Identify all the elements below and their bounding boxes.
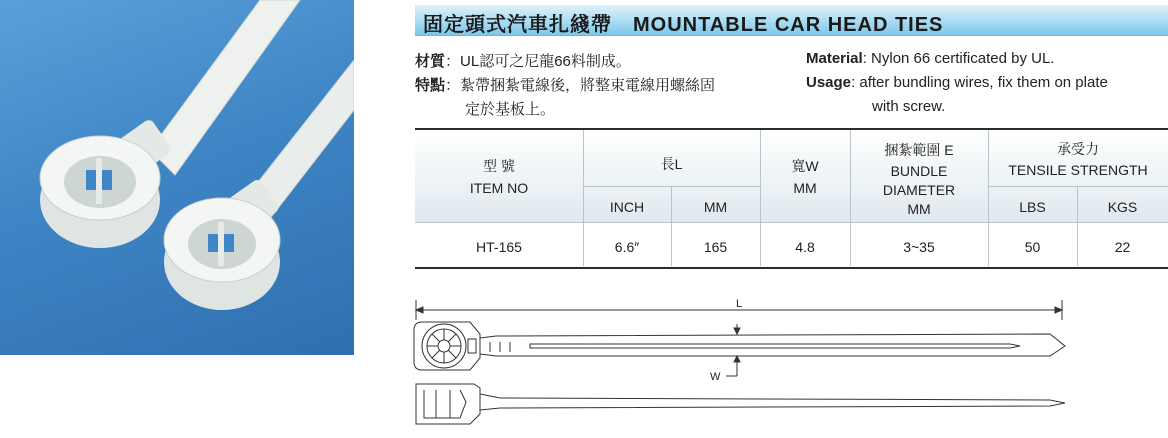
col-bundle-mm: MM [907,201,931,217]
col-bundle-cn: 捆紮範圍 E [884,142,954,158]
page-title: 固定頭式汽車扎綫帶 MOUNTABLE CAR HEAD TIES [423,14,944,36]
col-width-mm: MM [793,180,817,196]
cell-inch: 6.6″ [614,239,640,255]
usage-cn-text-1: 紮帶捆紮電線後，將整束電線用螺絲固 [460,77,716,94]
col-item-en: ITEM NO [469,180,529,196]
length-label: L [736,298,743,310]
divider [988,186,1168,187]
col-item-cn: 型 號 [483,158,515,174]
usage-en [806,74,1108,91]
title-bar [415,5,1168,36]
material-cn-label: 材質 [415,53,446,70]
col-tensile-en: TENSILE STRENGTH [1008,162,1148,178]
material-cn-text: UL認可之尼龍66料制成。 [460,53,631,70]
col-bundle-en1: BUNDLE [890,163,948,179]
cell-bundle: 3~35 [903,239,935,255]
width-label: W [710,371,721,383]
technical-drawing [410,290,1168,433]
col-width-cn: 寬W [791,158,819,174]
cell-item: HT-165 [476,239,522,255]
usage-cn-line2: 定於基板上。 [465,101,556,118]
usage-en-line2: with screw. [872,98,946,115]
usage-cn [415,74,715,95]
material-cn [415,50,631,71]
cell-kgs: 22 [1114,239,1131,255]
col-kgs: KGS [1107,199,1138,215]
cell-lbs: 50 [1024,239,1041,255]
material-en [806,50,1054,67]
spec-table [415,128,1168,268]
material-en-text: : Nylon 66 certificated by UL. [862,50,1055,67]
usage-en-text-1: : after bundling wires, fix them on plate [851,74,1108,91]
col-lbs: LBS [1019,199,1046,215]
usage-cn-label: 特點 [415,77,446,94]
divider [583,186,760,187]
col-mm: MM [703,199,728,215]
col-tensile-cn: 承受力 [1057,141,1099,157]
material-en-label: Material [806,50,863,67]
usage-cn-colon: ： [445,77,461,94]
cell-mm: 165 [703,239,728,255]
col-bundle-en2: DIAMETER [882,182,956,198]
col-inch: INCH [609,199,645,215]
material-cn-colon: ： [445,53,461,70]
cell-width: 4.8 [795,239,815,255]
product-photo [0,0,354,355]
usage-en-label: Usage [806,74,852,91]
cable-tie-drawing [410,290,1168,433]
cable-tie-photo [0,0,354,355]
col-length: 長L [660,156,683,172]
